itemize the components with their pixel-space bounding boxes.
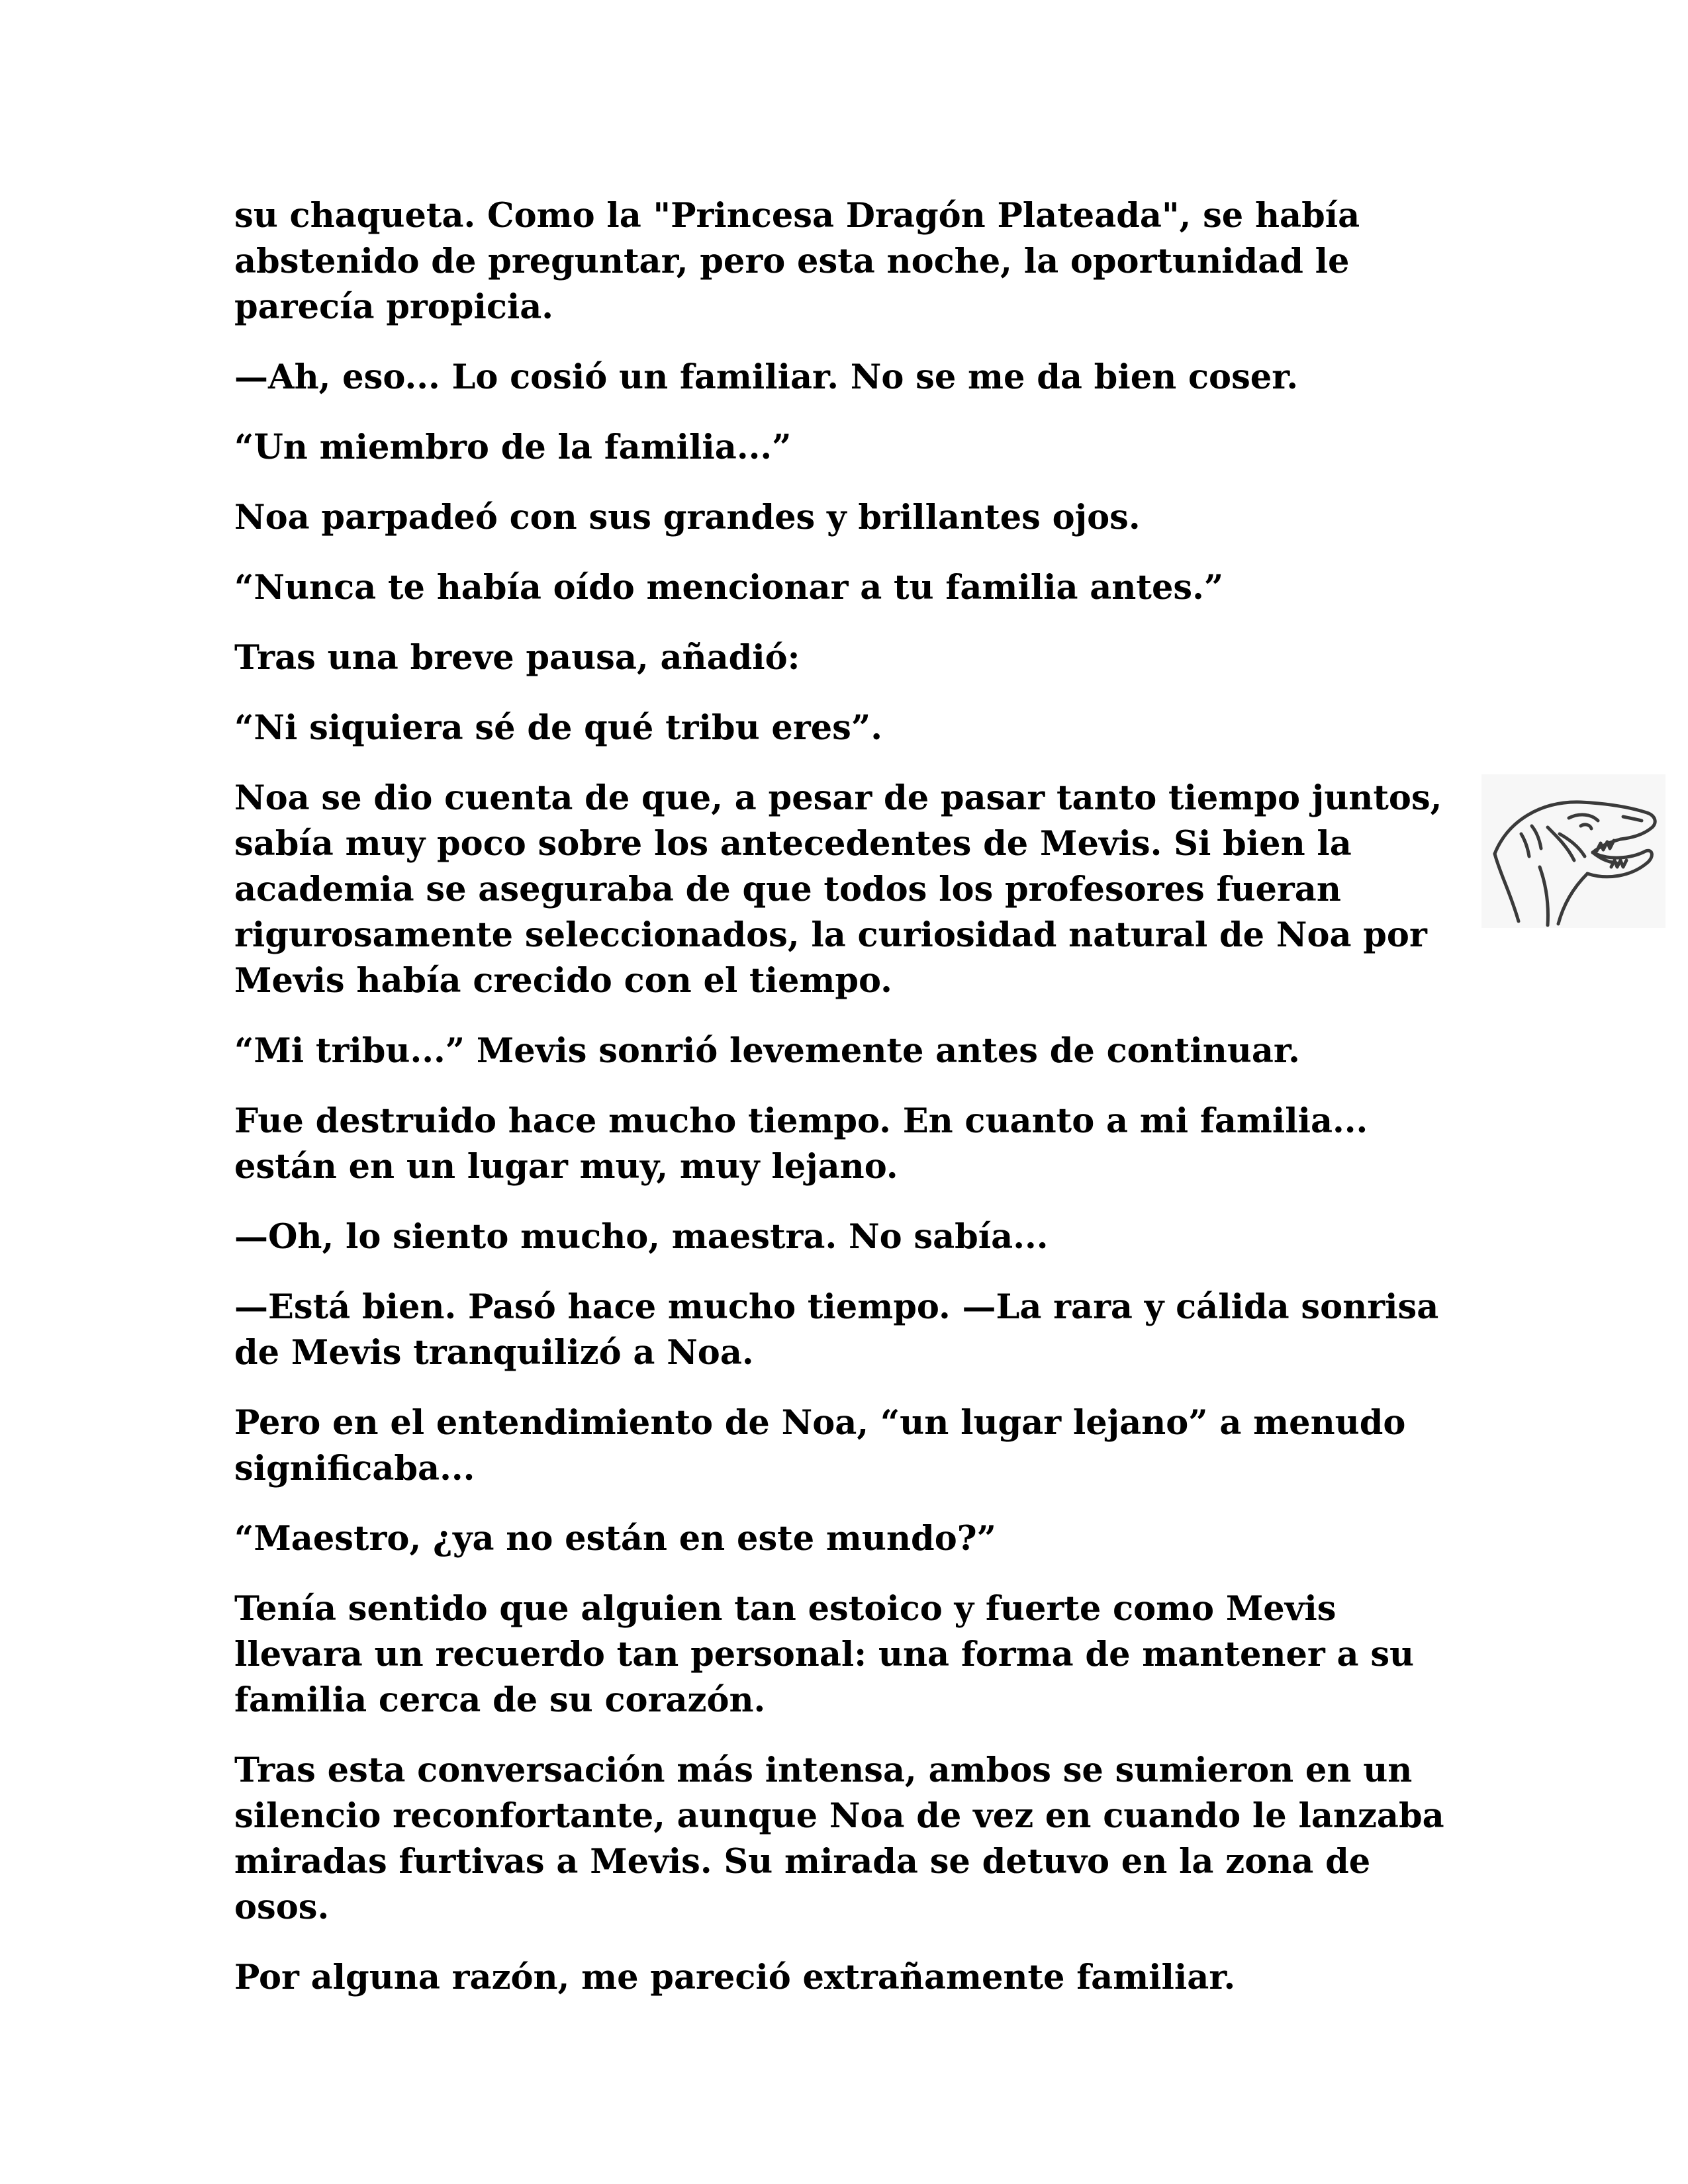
paragraph: Noa se dio cuenta de que, a pesar de pasar tanto tiempo juntos, sabía muy poco sobre los antecedentes de Mevis. Si bien la academia se aseguraba de que todos los profesores fueran rigurosamente seleccionados, la curiosidad natural de Noa por Mevis había crecido con el tiempo. — [234, 778, 1442, 1001]
dinosaur-head-sketch-icon — [1481, 774, 1665, 928]
body-text — [234, 193, 1459, 2025]
paragraph: “Ni siquiera sé de qué tribu eres”. — [234, 708, 882, 748]
paragraph: “Un miembro de la familia...” — [234, 428, 792, 467]
paragraph: Por alguna razón, me pareció extrañamente familiar. — [234, 1958, 1236, 1997]
paragraph: su chaqueta. Como la "Princesa Dragón Plateada", se había abstenido de preguntar, pero esta noche, la oportunidad le parecía propicia. — [234, 196, 1360, 327]
paragraph: —Ah, eso... Lo cosió un familiar. No se me da bien coser. — [234, 357, 1299, 397]
paragraph: “Nunca te había oído mencionar a tu familia antes.” — [234, 568, 1224, 608]
paragraph: Pero en el entendimiento de Noa, “un lugar lejano” a menudo significaba... — [234, 1403, 1406, 1488]
paragraph: Tenía sentido que alguien tan estoico y fuerte como Mevis llevara un recuerdo tan personal: una forma de mantener a su familia cerca de su corazón. — [234, 1589, 1415, 1720]
paragraph: Tras una breve pausa, añadió: — [234, 638, 800, 678]
paragraph: Fue destruido hace mucho tiempo. En cuanto a mi familia... están en un lugar muy, muy lejano. — [234, 1101, 1368, 1187]
paragraph: “Mi tribu...” Mevis sonrió levemente antes de continuar. — [234, 1031, 1300, 1071]
paragraph: —Está bien. Pasó hace mucho tiempo. —La rara y cálida sonrisa de Mevis tranquilizó a Noa. — [234, 1287, 1439, 1373]
paragraph: Noa parpadeó con sus grandes y brillantes ojos. — [234, 498, 1141, 537]
paragraph: Tras esta conversación más intensa, ambos se sumieron en un silencio reconfortante, aunque Noa de vez en cuando le lanzaba miradas furtivas a Mevis. Su mirada se detuvo en la zona de osos. — [234, 1751, 1444, 1927]
paragraph: —Oh, lo siento mucho, maestra. No sabía... — [234, 1217, 1049, 1257]
paragraph: “Maestro, ¿ya no están en este mundo?” — [234, 1519, 996, 1559]
